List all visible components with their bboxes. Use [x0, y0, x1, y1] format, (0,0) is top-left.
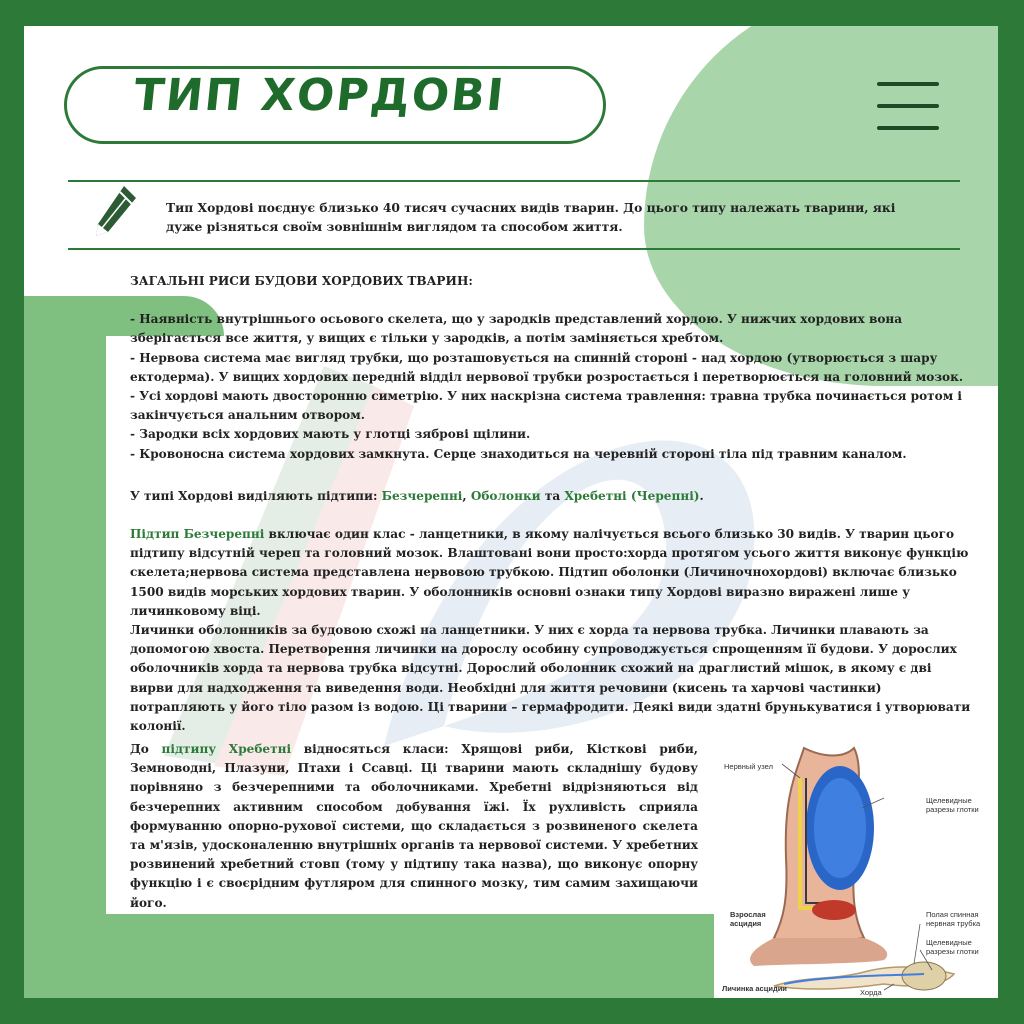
label-chord: Хорда — [860, 988, 882, 997]
subtypes-prefix: У типі Хордові виділяють підтипи: — [130, 489, 382, 503]
bezcherepni-text: включає один клас - ланцетники, в якому налічується всього близько 30 видів. У тварин цього підтипу відсутній череп та головний мозок. Влаштовані вони просто:хорда протягом усього життя виконує функцію скелета;нервова система представлена нервовою трубкою. Підтип оболонки (Личиночнохордові) включає близько 1500 видів морських хордових тварин. У оболонників основні ознаки типу Хордові виразно виражені лише у личинковому віці. — [130, 527, 969, 618]
bezcherepni-paragraph — [130, 525, 978, 621]
divider-top — [68, 180, 960, 182]
label-hollow-nerve-tube: Полая спинная нервная трубка — [926, 910, 981, 928]
label-larva: Личинка асцидии — [722, 984, 787, 993]
subtypes-sep: та — [540, 489, 565, 503]
subtypes-line — [130, 487, 978, 506]
divider-bottom — [68, 248, 960, 250]
bezcherepni-lead: Підтип Безчерепні — [130, 527, 265, 541]
feature-item: - Кровоносна система хордових замкнута. Серце знаходиться на черевній стороні тіла під травним каналом. — [130, 446, 907, 461]
page-title: ТИП ХОРДОВІ — [131, 70, 508, 121]
feature-item: - Зародки всіх хордових мають у глотці зяброві щілини. — [130, 427, 531, 442]
subtypes-sep: , — [462, 489, 471, 503]
decor-blob-left — [24, 311, 106, 998]
label-nerve-node: Нервный узел — [724, 762, 773, 771]
label-adult-ascidian: Взрослая асцидия — [730, 910, 766, 928]
label-gill-slits-bottom: Щелевидные разрезы глотки — [926, 938, 979, 956]
content-sheet — [24, 26, 998, 998]
ascidian-diagram — [714, 738, 998, 998]
feature-item: - Нервова система має вигляд трубки, що розташовується на спинній стороні - над хордою (утворюється з шару ектодерма). У вищих хордових передній відділ нервової трубки розростається і перетворюється на головний мозок. — [130, 350, 964, 384]
subtype-cherepni: (Черепні) — [626, 489, 700, 503]
larvae-paragraph: Личинки оболонників за будовою схожі на ланцетники. У них є хорда та нервова трубка. Личинки плавають за допомогою хвоста. Перетворення личинки на дорослу особину супроводжується спрощенням її будови. У дорослих оболочників хорда та нервова трубка відсутні. Дорослий оболонник схожий на драглистий мішок, в якому є дві вирви для надходження та виведення води. Необхідні для життя речовини (кисень та харчові частинки) потрапляють у його тіло разом із водою. Ці тварини – гермафродити. Деякі види здатні брунькуватися і утворювати колонії. — [130, 623, 971, 734]
feature-item: - Наявність внутрішнього осьового скелета, що у зародків представлений хордою. У нижчих хордових вона зберігається все життя, у вищих є тільки у зародків, а потім заміняється хребтом. — [130, 312, 903, 346]
vertebrates-text: відносяться класи: Хрящові риби, Кісткові риби, Земноводні, Плазуни, Птахи і Ссавці. Ці тварини мають складнішу будову порівняно з безчерепними та оболочниками. Хребетні відрізняються від безчерепних активним способом добування їжі. Їх рухливість сприяла формуванню опорно-рухової системи, що складається з розвиненого скелета та м'язів, удосконаленню внутрішніх органів та нервової системи. У хребетних розвинений хребетний стовп (тому у підтипу така назва), що виконує опорну функцію і є своєрідним футляром для спинного мозку, тим самим захищаючи його. — [130, 742, 698, 910]
subtype-obolonky: Оболонки — [470, 489, 541, 503]
vertebrates-prefix: До — [130, 742, 162, 756]
vertebrates-lead: підтипу Хребетні — [161, 742, 292, 756]
ascidian-illustration — [714, 738, 998, 998]
features-block — [130, 272, 978, 464]
menu-icon[interactable] — [877, 82, 939, 132]
subtype-bezcherepni: Безчерепні — [381, 489, 463, 503]
feature-item: - Усі хордові мають двосторонню симетрію. У них наскрізна система травлення: травна трубка починається ротом і закінчується анальним отвором. — [130, 389, 963, 423]
features-heading: ЗАГАЛЬНІ РИСИ БУДОВИ ХОРДОВИХ ТВАРИН: — [130, 274, 473, 288]
intro-text: Тип Хордові поєднує близько 40 тисяч сучасних видів тварин. До цього типу належать тварини, які дуже різняться своїм зовнішнім виглядом та способом життя. — [166, 200, 896, 234]
decor-blob-bottom — [24, 914, 724, 998]
pencil-icon — [94, 184, 138, 240]
subtypes-end: . — [699, 489, 704, 503]
vertebrates-paragraph — [130, 740, 698, 913]
subtype-khrebetni: Хребетні — [564, 489, 627, 503]
label-gill-slits-top: Щелевидные разрезы глотки — [926, 796, 979, 814]
